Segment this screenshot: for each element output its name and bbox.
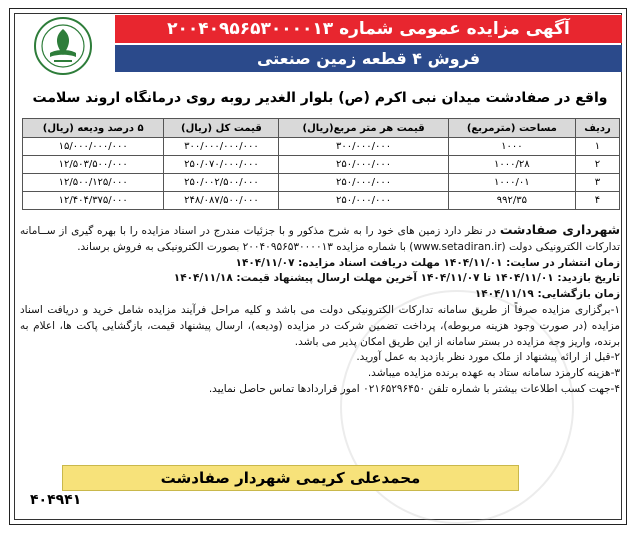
table-header-row [23, 119, 620, 138]
table-cell: ۱ [575, 138, 619, 156]
table-cell: ۲۵۰/۰۷۰/۰۰۰/۰۰۰ [164, 156, 279, 174]
note-2: ۲-قبل از ارائه پیشنهاد از ملک مورد نظر بازدید به عمل آورید. [356, 351, 620, 364]
visit-dates: ۱۴۰۴/۱۱/۰۱ تا ۱۴۰۴/۱۱/۰۷ [416, 272, 558, 285]
intro-text: در نظر دارد زمین های خود را به شرح مذکور و با جزئیات مندرج در اسناد مزایده را با بهره گیری از ســامانه تدارکات الکترونیکی دولت (www.setadiran.ir) با شماره مزایده ۲۰۰۴۰۹۵۶۵۳۰۰۰۰۱۳ بصورت الکترونیکی به فروش برساند. [20, 225, 620, 253]
auction-body [20, 222, 620, 398]
table-cell: ۲۵۰/۰۰۰/۰۰۰ [279, 192, 448, 210]
table-cell: ۱۲/۵۰۳/۵۰۰/۰۰۰ [23, 156, 164, 174]
table-cell: ۴ [575, 192, 619, 210]
table-row [23, 174, 620, 192]
table-cell: ۳ [575, 174, 619, 192]
publish-label: زمان انتشار در سایت: [506, 256, 620, 269]
opening-date: ۱۴۰۴/۱۱/۱۹ [474, 288, 538, 301]
table-cell: ۱۰۰۰ [448, 138, 575, 156]
dates-line-3 [20, 287, 620, 303]
table-cell: ۱۵/۰۰۰/۰۰۰/۰۰۰ [23, 138, 164, 156]
municipality-name: شهرداری صفادشت [499, 222, 621, 237]
table-cell: ۲ [575, 156, 619, 174]
col-header-total-price: قیمت کل (ریال) [164, 119, 279, 138]
offer-deadline-label: آخرین مهلت ارسال پیشنهاد قیمت: [236, 272, 417, 285]
col-header-row: ردیف [575, 119, 619, 138]
table-cell: ۳۰۰/۰۰۰/۰۰۰/۰۰۰ [164, 138, 279, 156]
table-row [23, 192, 620, 210]
table-cell: ۱۰۰۰/۰۱ [448, 174, 575, 192]
offer-deadline-date: ۱۴۰۴/۱۱/۱۸ [173, 272, 237, 285]
dates-line-2 [20, 271, 620, 287]
opening-label: زمان بازگشایی: [537, 288, 620, 301]
auction-subtitle: فروش ۴ قطعه زمین صنعتی [115, 45, 622, 72]
table-cell: ۲۴۸/۰۸۷/۵۰۰/۰۰۰ [164, 192, 279, 210]
col-header-deposit: ۵ درصد ودیعه (ریال) [23, 119, 164, 138]
table-cell: ۱۰۰۰/۲۸ [448, 156, 575, 174]
col-header-price-per-meter: قیمت هر متر مربع(ریال) [279, 119, 448, 138]
table-cell: ۳۰۰/۰۰۰/۰۰۰ [279, 138, 448, 156]
table-cell: ۱۲/۴۰۴/۳۷۵/۰۰۰ [23, 192, 164, 210]
dates-line-1 [20, 256, 620, 272]
col-header-area: مساحت (مترمربع) [448, 119, 575, 138]
table-row [23, 156, 620, 174]
table-cell: ۲۵۰/۰۰۰/۰۰۰ [279, 174, 448, 192]
table-cell: ۹۹۲/۳۵ [448, 192, 575, 210]
docs-deadline-label: مهلت دریافت اسناد مزایده: [298, 256, 440, 269]
municipality-emblem-icon [18, 15, 108, 77]
signature-box: محمدعلی کریمی شهردار صفادشت [62, 465, 519, 491]
table-cell: ۱۲/۵۰۰/۱۲۵/۰۰۰ [23, 174, 164, 192]
note-3: ۳-هزینه کارمزد سامانه ستاد به عهده برنده مزایده میباشد. [367, 367, 620, 380]
intro-paragraph [20, 222, 620, 256]
land-parcels-table [22, 118, 620, 210]
docs-deadline-date: ۱۴۰۴/۱۱/۰۷ [235, 256, 299, 269]
publish-date: ۱۴۰۴/۱۱/۰۱ [439, 256, 507, 269]
ad-code: ۴۰۴۹۴۱ [30, 492, 82, 508]
table-cell: ۲۵۰/۰۰۲/۵۰۰/۰۰۰ [164, 174, 279, 192]
note-1: ۱-برگزاری مزایده صرفاً از طریق سامانه تدارکات الکترونیکی دولت می باشد و کلیه مراحل فرآیند مزایده شامل خرید و دریافت اسناد مزایده (در صورت وجود هزینه مربوطه)، پرداخت تضمین شرکت در مزایده (ودیعه)، ارسال پیشنهاد قیمت، بازگشایی پاکت ها، اعلام به برنده، واریز وجه مزایده در بستر سامانه از این طریق امکان پذیر می باشد. [20, 303, 620, 348]
auction-title: آگهی مزایده عمومی شماره ۲۰۰۴۰۹۵۶۵۳۰۰۰۰۱۳ [115, 15, 622, 43]
visit-label: تاریخ بازدید: [557, 272, 620, 285]
table-row [23, 138, 620, 156]
location-heading: واقع در صفادشت میدان نبی اکرم (ص) بلوار الغدیر روبه روی درمانگاه اروند سلامت [32, 90, 608, 106]
note-4: ۴-جهت کسب اطلاعات بیشتر با شماره تلفن ۰۲۱۶۵۲۹۶۴۵۰ امور قراردادها تماس حاصل نمایید. [208, 382, 620, 395]
table-cell: ۲۵۰/۰۰۰/۰۰۰ [279, 156, 448, 174]
